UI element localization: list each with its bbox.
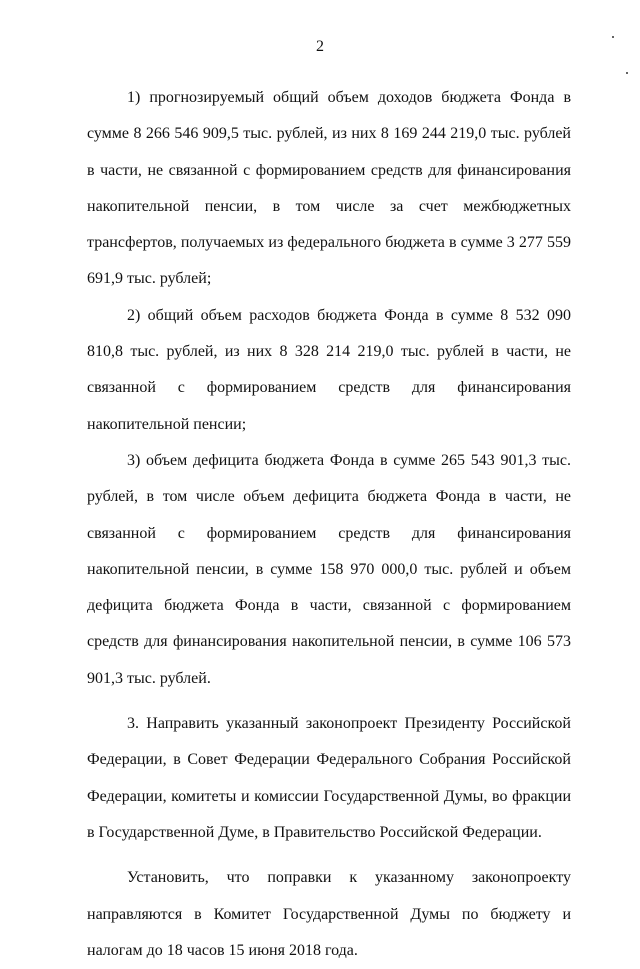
paragraph-send-bill: 3. Направить указанный законопроект Президенту Российской Федерации, в Совет Федерации Федерального Собрания Российской Федерации, комитеты и комиссии Государственной Думы, во фракции в Государственной Думе, в Правительство Российской Федерации. bbox=[87, 715, 571, 841]
paragraph-amendments: Установить, что поправки к указанному законопроекту направляются в Комитет Государственной Думы по бюджету и налогам до 18 часов 15 июня 2018 года. bbox=[87, 869, 571, 959]
paragraph-deficit: 3) объем дефицита бюджета Фонда в сумме 265 543 901,3 тыс. рублей, в том числе объем дефицита бюджета Фонда в части, не связанной с формированием средств для финансирования накопительной пенсии, в сумме 158 970 000,0 тыс. рублей и объем дефицита бюджета Фонда в части, связанной с формированием средств для финансирования накопительной пенсии, в сумме 106 573 901,3 тыс. рублей. bbox=[87, 451, 571, 687]
scan-speck bbox=[612, 36, 614, 38]
paragraph-income: 1) прогнозируемый общий объем доходов бюджета Фонда в сумме 8 266 546 909,5 тыс. рублей, из них 8 169 244 219,0 тыс. рублей в части, не связанной с формированием средств для финансирования накопительной пенсии, в том числе за счет межбюджетных трансфертов, получаемых из федерального бюджета в сумме 3 277 559 691,9 тыс. рублей; bbox=[87, 89, 571, 288]
paragraph-expenses: 2) общий объем расходов бюджета Фонда в сумме 8 532 090 810,8 тыс. рублей, из них 8 328 214 219,0 тыс. рублей в части, не связанной с формированием средств для финансирования накопительной пенсии; bbox=[87, 306, 571, 433]
scan-speck bbox=[626, 72, 628, 74]
document-body bbox=[87, 80, 571, 969]
page-number: 2 bbox=[316, 38, 324, 55]
